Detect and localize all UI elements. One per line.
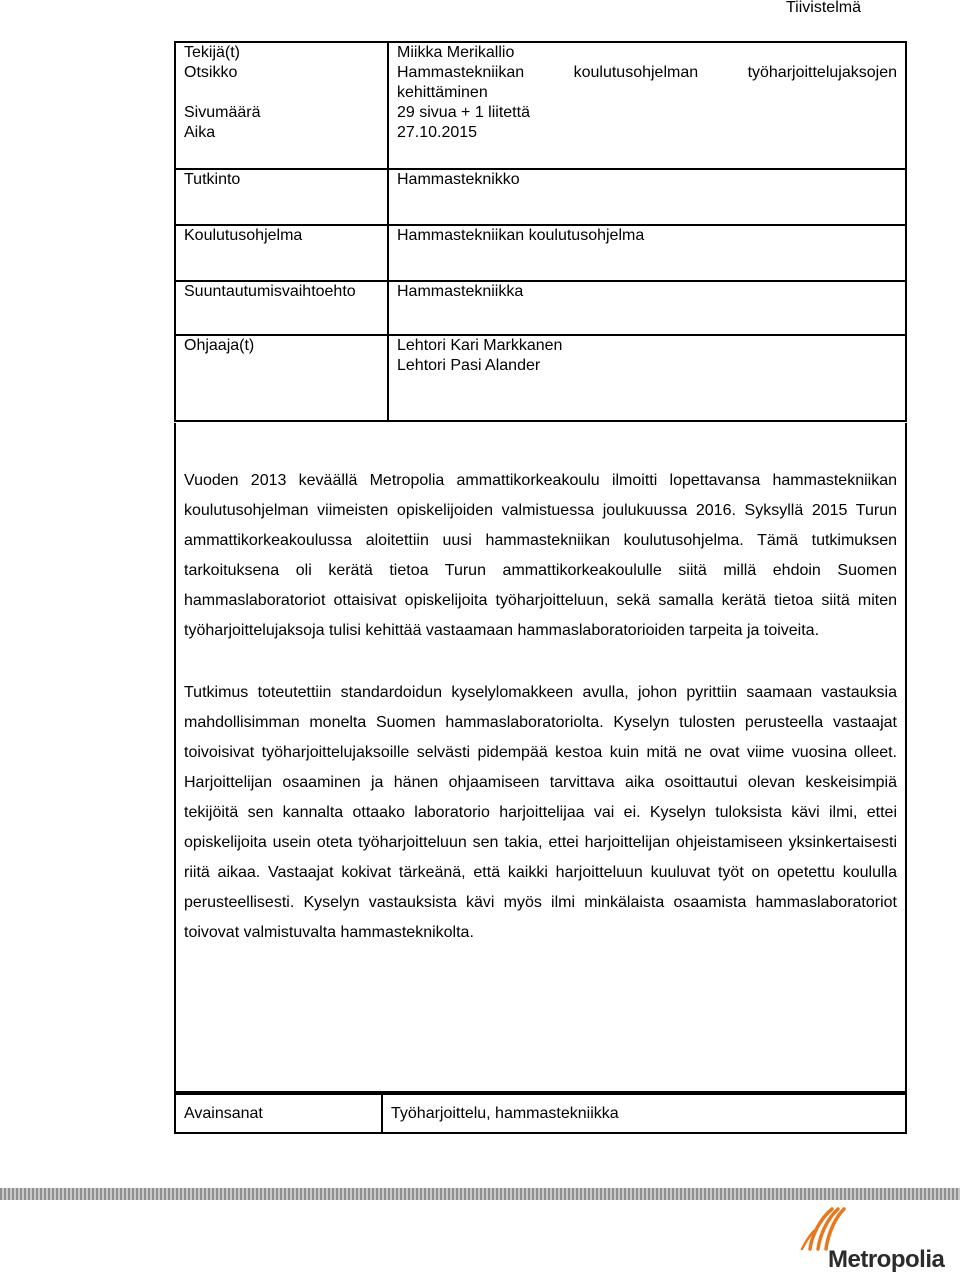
footer-band — [0, 1188, 960, 1200]
title-value — [397, 63, 897, 83]
date-label: Aika — [184, 124, 216, 141]
metadata-row-basic — [175, 42, 906, 169]
abstract-paragraph-1: Vuoden 2013 keväällä Metropolia ammattikorkeakoulu ilmoitti lopettavansa hammastekniikan koulutusohjelman viimeisten opiskelijoiden valmistuessa joulukuussa 2016. Syksyllä 2015 Turun ammattikorkeakoulussa aloitettiin uusi hammastekniikan koulutusohjelma. Tämä tutkimuksen tarkoituksena oli kerätä tietoa Turun ammattikorkeakoululle siitä millä ehdoin Suomen hammaslaboratoriot ottaisivat opiskelijoita työharjoitteluun, sekä samalla kerätä tietoa siitä miten työharjoittelujaksoja tulisi kehittää vastaamaan hammaslaboratorioiden tarpeita ja toiveita. — [184, 472, 897, 639]
degree-label: Tutkinto — [175, 169, 388, 225]
metadata-values-cell — [388, 42, 906, 169]
keywords-row — [174, 1093, 907, 1134]
logo-text: Metropolia — [828, 1246, 945, 1273]
metadata-row-supervisors — [175, 335, 906, 421]
title-part1: Hammastekniikan — [397, 64, 525, 81]
supervisors-value — [388, 335, 906, 421]
program-value: Hammastekniikan koulutusohjelma — [388, 225, 906, 281]
metadata-labels-cell — [175, 42, 388, 169]
pages-value: 29 sivua + 1 liitettä — [397, 104, 530, 121]
metadata-table — [174, 41, 907, 422]
title-part3: työharjoittelujaksojen — [747, 64, 897, 81]
abstract-box — [174, 423, 907, 1093]
supervisors-label: Ohjaaja(t) — [175, 335, 388, 421]
title-label: Otsikko — [184, 64, 238, 81]
supervisor-1: Lehtori Kari Markkanen — [397, 337, 563, 354]
supervisor-2: Lehtori Pasi Alander — [397, 357, 541, 374]
abstract-paragraph-2: Tutkimus toteutettiin standardoidun kyselylomakkeen avulla, johon pyrittiin saamaan vastauksia mahdollisimman monelta Suomen hammaslaboratoriolta. Kyselyn tulosten perusteella vastaajat toivoisivat työharjoittelujaksoille selvästi pidempää kestoa kuin mitä ne ovat viime vuosina olleet. Harjoittelijan osaaminen ja hänen ohjaamiseen tarvittava aika osoittautui olevan keskeisimpiä tekijöitä sen kannalta ottaako laboratorio harjoittelijaa vai ei. Kyselyn tuloksista kävi ilmi, ettei opiskelijoita usein oteta työharjoitteluun sen takia, ettei harjoittelijan ohjeistamiseen yksinkertaisesti riitä aikaa. Vastaajat kokivat tärkeänä, että kaikki harjoitteluun kuuluvat työt on opetettu koululla perusteellisesti. Kyselyn vastauksista kävi myös ilmi minkälaista osaamista hammaslaboratoriot toivovat valmistuvalta hammasteknikolta. — [184, 684, 897, 941]
pages-label: Sivumäärä — [184, 104, 261, 121]
author-label: Tekijä(t) — [184, 44, 241, 61]
program-label: Koulutusohjelma — [175, 225, 388, 281]
date-value: 27.10.2015 — [397, 124, 478, 141]
author-value: Miikka Merikallio — [397, 44, 515, 61]
metadata-row-degree — [175, 169, 906, 225]
title-value-line2: kehittäminen — [397, 84, 488, 101]
metadata-row-option — [175, 281, 906, 335]
metadata-row-program — [175, 225, 906, 281]
keywords-value: Työharjoittelu, hammastekniikka — [391, 1105, 619, 1122]
option-label: Suuntautumisvaihtoehto — [175, 281, 388, 335]
degree-value: Hammasteknikko — [388, 169, 906, 225]
page-label: Tiivistelmä — [786, 0, 861, 16]
keywords-label: Avainsanat — [176, 1095, 383, 1132]
title-part2: koulutusohjelman — [573, 64, 699, 81]
option-value: Hammastekniikka — [388, 281, 906, 335]
